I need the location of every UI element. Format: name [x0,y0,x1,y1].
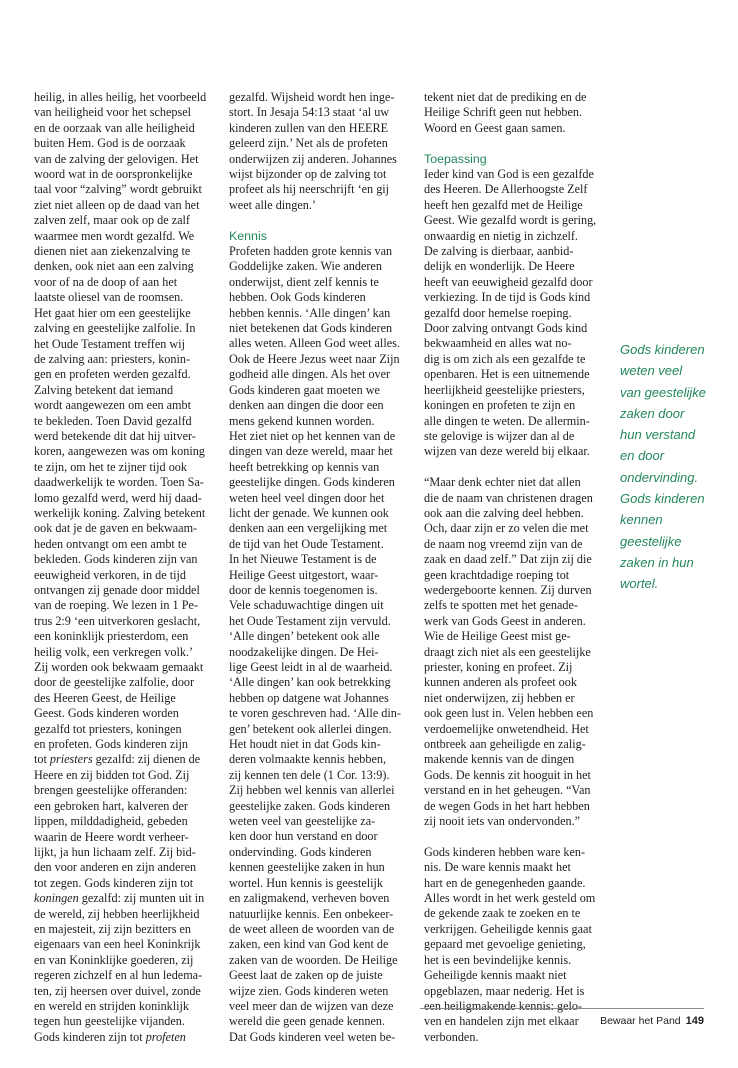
text-line: stort. In Jesaja 54:13 staat ‘al uw [229,105,390,120]
text-line: geestelijke [620,533,682,549]
text-line: zelfs te spotten met het genade- [424,598,578,613]
text-line: geleerd zijn.’ Net als de profeten [229,136,388,151]
text-line: zaak en daad zelf.” Dat zijn zij die [424,552,592,567]
text-line: een koninklijk priesterdom, een [34,629,189,644]
text-line: Ook de Heere Jezus weet naar Zijn [229,351,400,366]
page-number: 149 [685,1015,704,1027]
text-line: gezalfd. Wijsheid wordt hen inge- [229,90,395,104]
text-line: wijst bijzonder op de zalving tot [229,167,387,182]
text-line: waarmee men wordt gezalfd. We [34,228,195,243]
publication-name: Bewaar het Pand [600,1015,681,1027]
text-line: Het houdt niet in dat Gods kin- [229,737,381,752]
text-line: en door [620,448,665,464]
text-line: des Heeren Geest, de Heilige [34,690,176,705]
text-line: weten veel [620,363,683,379]
text-line: gen en profeten werden gezalfd. [34,367,191,382]
text-line: verstand en in het geheugen. “Van [424,783,591,798]
text-line: de zalving aan: priesters, konin- [34,351,191,366]
text-line: werk van Gods Geest in anderen. [424,613,586,628]
paragraph [229,244,413,1045]
text-line: nis. De ware kennis maakt het [424,860,571,875]
text-line: en profeten. Gods kinderen zijn [34,737,188,752]
text-line: het Oude Testament treffen wij [34,336,185,351]
text-line: Het ziet niet op het kennen van de [229,428,396,443]
text-line: kinderen zullen van den HEERE [229,120,389,135]
text-line: bekwaamheid en alles wat no- [424,336,572,351]
text-line: draagt zich niet als een geestelijke [424,644,591,659]
text-line: en de oorzaak van alle heiligheid [34,120,195,135]
text-line: de weet alleen de woorden van de [229,921,395,936]
paragraph [34,90,218,1045]
text-line: buiten Hem. God is de oorzaak [34,136,186,151]
text-line: wordt aangewezen om een ambt [34,398,192,413]
text-line: godheid alle dingen. Als het over [229,367,391,382]
text-line: ondervinding. Gods kinderen [229,844,372,859]
text-line: te zijn, om het te zijner tijd ook [34,459,187,474]
text-line: koningen en profeten te zijn en [424,398,576,413]
text-line: woord wat in de oorspronkelijke [34,167,193,182]
text-line: tekent niet dat de prediking en de [424,90,587,104]
text-line: tegen hun geestelijke vijanden. [34,1014,185,1029]
text-line: Goddelijke zaken. Wie anderen [229,259,382,274]
text-line: weet alle dingen.’ [229,197,316,212]
text-line: veel meer dan de wijzen van deze [229,998,394,1013]
text-line: makende kennis van de dingen [424,752,575,767]
paragraph [424,90,608,136]
text-line: onwaardig en nietig in zichzelf. [424,228,578,243]
text-line: bekleden. Gods kinderen zijn van [34,552,198,567]
text-line: niet betekenen dat Gods kinderen [229,321,393,336]
text-line: profeet als hij neerschrijft ‘en gij [229,182,390,197]
text-line: opgeblazen, maar nederig. Het is [424,983,585,998]
text-line: noodzakelijke dingen. De Hei- [229,644,379,659]
text-line: heerlijkheid geestelijke priesters, [424,382,585,397]
text-line: denken aan een vergelijking met [229,521,388,536]
text-line: verbonden. [424,1029,479,1044]
text-line: lijkt, ja hun lichaam zelf. Zij bid- [34,844,196,859]
paragraph [424,475,608,829]
text-line: heilig, in alles heilig, het voorbeeld [34,90,207,104]
paragraph [424,845,608,1045]
text-block [34,907,218,1030]
text-line: de tijd van het Oude Testament. [229,536,384,551]
text-line: gezalfd door hemelse roeping. [424,305,572,320]
text-line: natuurlijke kennis. Een onbekeer- [229,906,394,921]
text-line: onderwijst, dient zelf kennis te [229,274,379,289]
text-line: verkiezing. In de tijd is Gods kind [424,290,591,305]
text-line: laatste oliesel van de roomsen. [34,290,184,305]
text-line: zij nooit iets van ondervonden.” [424,814,581,829]
text-line: Gods kinderen hebben ware ken- [424,844,586,859]
text-line: denken, ook niet aan een zalving [34,259,194,274]
text-line: des Heeren. De Allerhoogste Zelf [424,182,588,197]
section-heading-kennis: Kennis [229,228,267,243]
text-line: heilig volk, een verkregen volk.’ [34,644,194,659]
text-line: delijk en wonderlijk. De Heere [424,259,575,274]
text-line: verkrijgen. Geheiligde kennis gaat [424,921,592,936]
text-line: waarin de Heere wordt verheer- [34,829,189,844]
text-line: koningen gezalfd: zij munten uit in [34,891,205,906]
text-line: Heilige Geest uitgestort, waar- [229,567,379,582]
text-block [34,768,218,891]
text-line: Dat Gods kinderen veel weten be- [229,1029,396,1044]
text-line: priester, koning en profeet. Zij [424,660,573,674]
text-line: werkelijk koning. Zalving betekent [34,505,206,520]
text-line: wijzen van deze wereld bij elkaar. [424,444,590,459]
text-line: die de naam van christenen dragen [424,490,593,505]
text-line: deren volmaakte kennis hebben, [229,752,387,767]
text-line: weten heel veel dingen door het [229,490,385,505]
emphasis: profeten [145,1029,186,1044]
text-line: Heere en zij bidden tot God. Zij [34,767,190,782]
text-line: tot zegen. Gods kinderen zijn tot [34,875,194,890]
text-line: de wereld, zij hebben heerlijkheid [34,906,200,921]
text-line: en zaligmakend, verheven boven [229,891,390,906]
text-line: lippen, milddadigheid, gebeden [34,814,188,829]
text-line: geestelijke dingen. Gods kinderen [229,475,395,490]
text-column-2 [229,90,413,1045]
text-line: zalving en geestelijke zalfolie. In [34,321,196,336]
text-line: wedergeboorte kennen. Zij durven [424,582,592,597]
text-line: Geheiligde kennis maakt niet [424,968,567,983]
text-line: kunnen anderen als profeet ook [424,675,577,690]
text-line: Gods kinderen [620,342,705,357]
text-line: heden ontvangt om een ambt te [34,536,187,551]
text-line: ven en handelen zijn met elkaar [424,1014,579,1029]
text-line: licht der genade. We kunnen ook [229,505,389,520]
text-line: dig is om zich als een gezalfde te [424,351,586,366]
text-line: gen’ betekent ook allerlei dingen. [229,721,392,736]
text-line: van geestelijke [620,384,706,400]
text-line: Zij worden ook bekwaam gemaakt [34,660,204,675]
text-line: zaken van de woorden. De Heilige [229,952,398,967]
text-line: verdoemelijke onwetendheid. Het [424,721,589,736]
text-line: de naam nog vreemd zijn van de [424,536,583,551]
text-line: te bekleden. Toen David gezalfd [34,413,192,428]
text-line: door de geestelijke zalfolie, door [34,675,195,690]
text-line: Geest. Gods kinderen worden [34,706,179,721]
text-line: De zalving is dierbaar, aanbid- [424,244,574,259]
text-line: mens gekend kunnen worden. [229,413,375,428]
text-line: Wie de Heilige Geest mist ge- [424,629,571,644]
text-column-1 [34,90,218,1045]
text-line: geen krachtdadige roeping tot [424,567,570,582]
text-line: brengen geestelijke offeranden: [34,783,188,798]
footer-rule [420,1008,704,1009]
text-line: ook dat je de gaven en bekwaam- [34,521,198,536]
text-line: taal voor “zalving” wordt gebruikt [34,182,202,197]
text-line: hebben. Ook Gods kinderen [229,290,366,305]
text-line: Gods kinderen gaat moeten we [229,382,380,397]
text-line: ken door hun verstand en door [229,829,378,844]
text-line: Geest laat de zaken op de juiste [229,968,383,983]
text-line: wortel. Hun kennis is geestelijk [229,875,384,890]
text-line: Ieder kind van God is een gezalfde [424,167,594,182]
pull-quote [620,339,732,595]
text-line: en van Koninklijke goederen, zij [34,952,194,967]
paragraph [424,167,608,460]
text-column-3 [424,90,608,1045]
paragraph [229,90,413,213]
text-line: te voren geschreven had. ‘Alle din- [229,706,401,721]
text-line: onderwijzen zij anderen. Johannes [229,151,397,166]
text-line: ook aan die zalving deel hebben. [424,505,584,520]
text-line: zij kennen ten dele (1 Cor. 13:9). [229,767,390,782]
text-line: Geest. Wie gezalfd wordt is gering, [424,213,597,228]
text-line: ‘Alle dingen’ betekent ook alle [229,629,380,644]
text-line: regeren zichzelf en al hun ledema- [34,968,203,983]
text-block [34,90,218,752]
text-line: door de kennis toegenomen is. [229,582,378,597]
text-line: Och, daar zijn er zo velen die met [424,521,589,536]
text-line: hebben kennis. ‘Alle dingen’ kan [229,305,391,320]
text-line: een heiligmakende kennis: gelo- [424,998,583,1013]
text-line: zalven zelf, maar ook op de zalf [34,213,190,228]
text-line: het Oude Testament zijn vervuld. [229,613,391,628]
text-line: dingen van deze wereld, maar het [229,444,393,459]
text-line: een gebroken hart, kalveren der [34,798,188,813]
text-line: daadwerkelijk te worden. Toen Sa- [34,475,204,490]
text-line: de gekende zaak te zoeken en te [424,906,581,921]
text-line: ook geen lust in. Velen hebben een [424,706,594,721]
text-line: geestelijke zaken. Gods kinderen [229,798,391,813]
text-line: wereld die geen genade kennen. [229,1014,385,1029]
text-line: ten, zij heersen over duivel, zonde [34,983,201,998]
text-line: Gods kinderen zijn tot profeten [34,1029,186,1044]
text-line: van de roeping. We lezen in 1 Pe- [34,598,198,613]
text-line: het is een bevindelijke kennis. [424,952,572,967]
text-line: werd betekende dit dat hij uitver- [34,428,196,443]
text-line: de wegen Gods in het hart hebben [424,798,590,813]
text-line: tot priesters gezalfd: zij dienen de [34,752,201,767]
text-line: gezalfd tot priesters, koningen [34,721,182,736]
text-line: kennen geestelijke zaken in hun [229,860,385,875]
text-line: gepaard met gevoelige genieting, [424,937,586,952]
text-line: eigenaars van een heel Koninkrijk [34,937,201,952]
text-line: lomo gezalfd werd, werd hij daad- [34,490,202,505]
text-line: Zij hebben wel kennis van allerlei [229,783,395,798]
text-line: “Maar denk echter niet dat allen [424,475,581,490]
text-line: Profeten hadden grote kennis van [229,244,393,259]
text-line: alle dingen te weten. De allermin- [424,413,590,428]
text-line: Zalving betekent dat iemand [34,382,174,397]
text-line: kennen [620,512,663,528]
text-line: wijze zien. Gods kinderen weten [229,983,389,998]
text-line: ste gelovige is wijzer dan al de [424,428,575,443]
text-line: ziet niet alleen op de daad van het [34,197,200,212]
text-line: en wereld en strijden koninklijk [34,998,190,1013]
text-line: Het gaat hier om een geestelijke [34,305,191,320]
text-line: ontbreek aan geheiligde en zalig- [424,737,586,752]
page-footer [600,1015,704,1027]
text-line: heeft betrekking op kennis van [229,459,380,474]
text-line: Alles wordt in het werk gesteld om [424,891,596,906]
text-line: hebben op datgene wat Johannes [229,690,389,705]
text-line: Vele schaduwachtige dingen uit [229,598,384,613]
text-line: heeft hen gezalfd met de Heilige [424,197,583,212]
text-line: voor of na de doop of aan het [34,274,178,289]
text-line: hun verstand [620,427,696,443]
text-line: weten veel van geestelijke za- [229,814,376,829]
text-line: wortel. [620,576,659,592]
text-line: en majesteit, zij zijn bezitters en [34,921,192,936]
text-line: Woord en Geest gaan samen. [424,120,566,135]
text-line: alles weten. Alleen God weet alles. [229,336,400,351]
text-line: zaken door [620,405,685,421]
text-line: koren, aangewezen was om koning [34,444,205,459]
text-line: van heiligheid voor het schepsel [34,105,192,120]
text-line: den voor anderen en zijn anderen [34,860,197,875]
text-line: Gods kinderen [620,491,705,507]
text-line: zaken, een kind van God kent de [229,937,389,952]
text-line: ‘Alle dingen’ kan ook betrekking [229,675,391,690]
text-line: Door zalving ontvangt Gods kind [424,321,588,336]
text-line: eeuwigheid verkoren, in de tijd [34,567,186,582]
text-line: trus 2:9 ‘een uitverkoren geslacht, [34,613,201,628]
text-line: ontvangen zij genade door middel [34,583,200,597]
text-line: openbaren. Het is een uitnemende [424,367,590,382]
text-line: dienen niet aan ziekenzalving te [34,244,191,259]
emphasis: priesters [49,752,93,767]
text-line: ondervinding. [620,469,699,485]
text-line: zaken in hun [620,554,694,570]
text-line: hart en de genegenheden gaande. [424,875,586,890]
text-line: heeft van eeuwigheid gezalfd door [424,274,593,289]
text-line: lige Geest leidt in al de waarheid. [229,660,393,675]
section-heading-toepassing: Toepassing [424,151,487,166]
text-line: In het Nieuwe Testament is de [229,552,377,567]
text-line: niet onderwijzen, zij hebben er [424,690,575,705]
text-line: Gods. De kennis zit hooguit in het [424,767,591,782]
text-line: Heilige Schrift geen nut hebben. [424,105,583,120]
emphasis: koningen [34,891,79,906]
text-line: van de zalving der gelovigen. Het [34,151,199,166]
text-line: denken aan dingen die door een [229,398,384,413]
